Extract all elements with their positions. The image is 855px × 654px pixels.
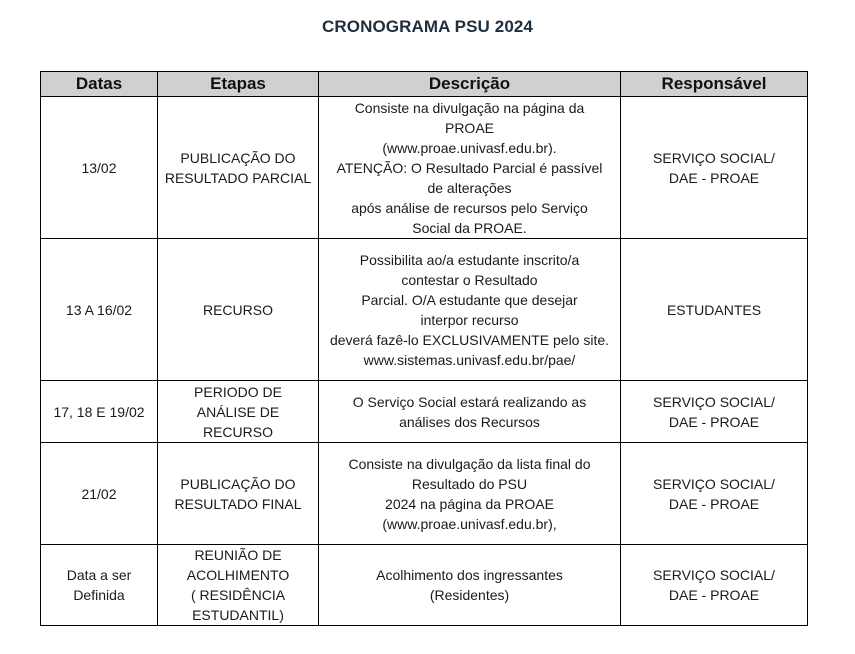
cell-descricao-line: 2024 na página da PROAE [385,495,554,512]
cell-datas-line: 13 A 16/02 [65,301,133,318]
cell-descricao-line: Acolhimento dos ingressantes [376,567,563,583]
header-descricao: Descrição [319,72,621,97]
cell-descricao-line: Parcial. O/A estudante que desejar [361,291,578,308]
cell-etapas-line: REUNIÃO DE [194,547,282,563]
cell-responsavel-line: ESTUDANTES [666,301,762,318]
table-row [41,97,808,239]
cell-responsavel [621,239,808,381]
cell-datas-line: 17, 18 E 19/02 [53,403,145,420]
cell-etapas [158,545,319,626]
cell-datas [41,381,158,443]
header-responsavel: Responsável [621,72,808,97]
cell-responsavel [621,381,808,443]
cell-datas-line: Definida [73,587,125,603]
cell-etapas-line: PUBLICAÇÃO DO [180,475,296,492]
cell-etapas [158,239,319,381]
schedule-table [40,71,808,626]
cell-descricao [319,381,621,443]
cell-etapas [158,443,319,545]
table-row [41,381,808,443]
cell-datas [41,97,158,239]
cell-etapas-line: RESULTADO PARCIAL [164,169,312,186]
cell-descricao-line: ATENÇÃO: O Resultado Parcial é passível [336,159,603,176]
cell-etapas-line: ( RESIDÊNCIA [190,587,286,603]
cell-descricao [319,443,621,545]
cell-responsavel-line: DAE - PROAE [668,495,760,512]
table-row [41,239,808,381]
cell-descricao-line: (Residentes) [429,587,510,603]
cell-descricao-line: contestar o Resultado [401,271,538,288]
cell-etapas-line: RECURSO [202,423,273,440]
cell-etapas-line: ANÁLISE DE [196,403,280,420]
cell-etapas-line: RECURSO [202,301,273,318]
cell-datas-line: Data a ser [66,567,132,583]
cell-descricao-line: interpor recurso [420,311,519,328]
cell-responsavel-line: SERVIÇO SOCIAL/ [653,475,775,492]
cell-datas [41,443,158,545]
cell-etapas [158,97,319,239]
cell-descricao-line: após análise de recursos pelo Serviço [351,199,588,216]
cell-etapas-line: ACOLHIMENTO [186,567,290,583]
cell-etapas-line: PERIODO DE [194,383,282,400]
cell-responsavel-line: SERVIÇO SOCIAL/ [653,393,775,410]
cell-descricao-line: (www.proae.univasf.edu.br). [382,139,557,156]
cell-descricao-line: www.sistemas.univasf.edu.br/pae/ [363,351,576,368]
cell-etapas-line: RESULTADO FINAL [174,495,302,512]
table-header-row [41,72,808,97]
cell-descricao-line: análises dos Recursos [399,413,540,430]
cell-responsavel-line: DAE - PROAE [668,169,760,186]
cell-datas [41,545,158,626]
cell-responsavel-line: DAE - PROAE [668,587,760,603]
cell-descricao-line: O Serviço Social estará realizando as [352,393,587,410]
cell-descricao-line: deverá fazê-lo EXCLUSIVAMENTE pelo site. [329,331,610,348]
cell-descricao [319,239,621,381]
cell-descricao-line: PROAE [444,119,494,136]
page-title: CRONOGRAMA PSU 2024 [322,17,533,36]
cell-responsavel [621,97,808,239]
cell-descricao [319,545,621,626]
header-datas: Datas [41,72,158,97]
cell-etapas [158,381,319,443]
table-row [41,443,808,545]
cell-etapas-line: PUBLICAÇÃO DO [180,149,296,166]
cell-responsavel-line: DAE - PROAE [668,413,760,430]
cell-datas-line: 21/02 [81,485,117,502]
cell-responsavel [621,545,808,626]
cell-responsavel-line: SERVIÇO SOCIAL/ [653,149,775,166]
cell-descricao-line: Consiste na divulgação da lista final do [348,455,591,472]
cell-datas [41,239,158,381]
cell-descricao-line: Consiste na divulgação na página da [354,99,585,116]
cell-descricao-line: Resultado do PSU [411,475,528,492]
cell-descricao [319,97,621,239]
table-row [41,545,808,626]
cell-descricao-line: Social da PROAE. [412,219,527,236]
cell-datas-line: 13/02 [81,159,117,176]
cell-responsavel [621,443,808,545]
cell-descricao-line: Possibilita ao/a estudante inscrito/a [359,251,580,268]
header-etapas: Etapas [158,72,319,97]
cell-descricao-line: (www.proae.univasf.edu.br), [382,515,557,532]
cell-responsavel-line: SERVIÇO SOCIAL/ [653,567,775,583]
cell-etapas-line: ESTUDANTIL) [192,607,284,623]
cell-descricao-line: de alterações [427,179,512,196]
